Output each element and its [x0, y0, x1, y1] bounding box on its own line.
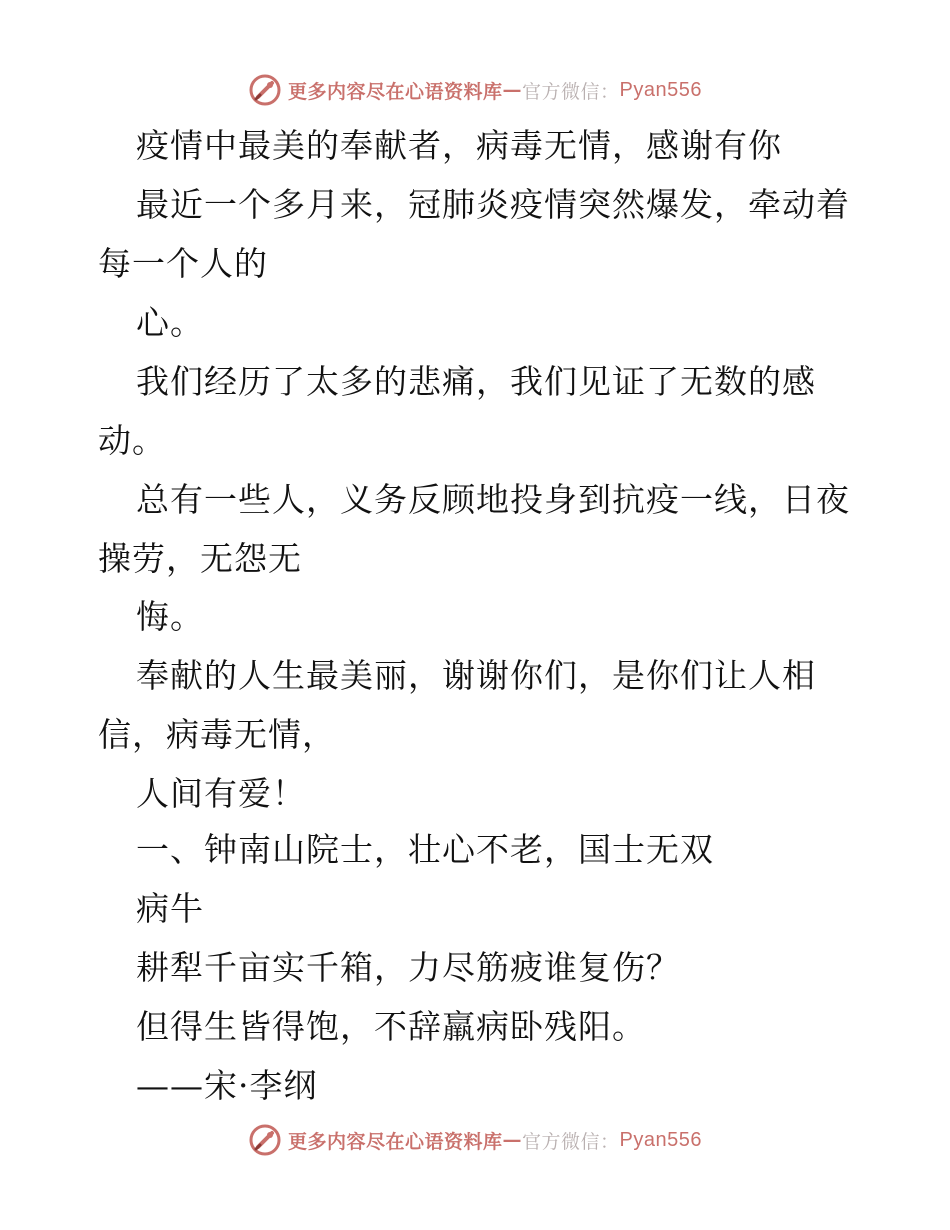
poem-title: 病牛 — [136, 889, 204, 928]
wechat-id: Pyan556 — [619, 78, 702, 101]
brand-logo-icon — [248, 73, 282, 107]
poem-line: 但得生皆得饱，不辞羸病卧残阳。 — [136, 1007, 646, 1046]
text-line: 总有一些人，义务反顾地投身到抗疫一线，日夜 — [136, 480, 850, 519]
banner-dash: — — [502, 1129, 523, 1151]
text-line: 每一个人的 — [98, 244, 268, 283]
wechat-id: Pyan556 — [619, 1128, 702, 1151]
brand-text: 更多内容尽在心语资料库 — [288, 1130, 503, 1153]
text-line: 心。 — [136, 303, 204, 342]
wechat-label: 官方微信： — [522, 1130, 620, 1153]
text-line: 悔。 — [136, 597, 204, 636]
poem-author: ——宋·李纲 — [136, 1066, 318, 1105]
title-line: 疫情中最美的奉献者，病毒无情，感谢有你 — [136, 126, 782, 165]
footer-banner — [0, 1120, 950, 1160]
text-line: 最近一个多月来，冠肺炎疫情突然爆发，牵动着 — [136, 185, 850, 224]
poem-line: 耕犁千亩实千箱，力尽筋疲谁复伤？ — [136, 948, 680, 987]
header-banner — [0, 70, 950, 110]
text-line: 人间有爱！ — [136, 774, 306, 813]
brand-text: 更多内容尽在心语资料库 — [288, 80, 503, 103]
text-line: 操劳，无怨无 — [98, 539, 302, 578]
text-line: 信，病毒无情， — [98, 715, 336, 754]
wechat-label: 官方微信： — [522, 80, 620, 103]
text-line: 奉献的人生最美丽，谢谢你们，是你们让人相 — [136, 656, 816, 695]
brand-logo-icon — [248, 1123, 282, 1157]
text-line: 我们经历了太多的悲痛，我们见证了无数的感 — [136, 362, 816, 401]
text-line: 动。 — [98, 421, 166, 460]
section-heading: 一、钟南山院士，壮心不老，国士无双 — [136, 830, 714, 869]
banner-dash: — — [502, 79, 523, 101]
